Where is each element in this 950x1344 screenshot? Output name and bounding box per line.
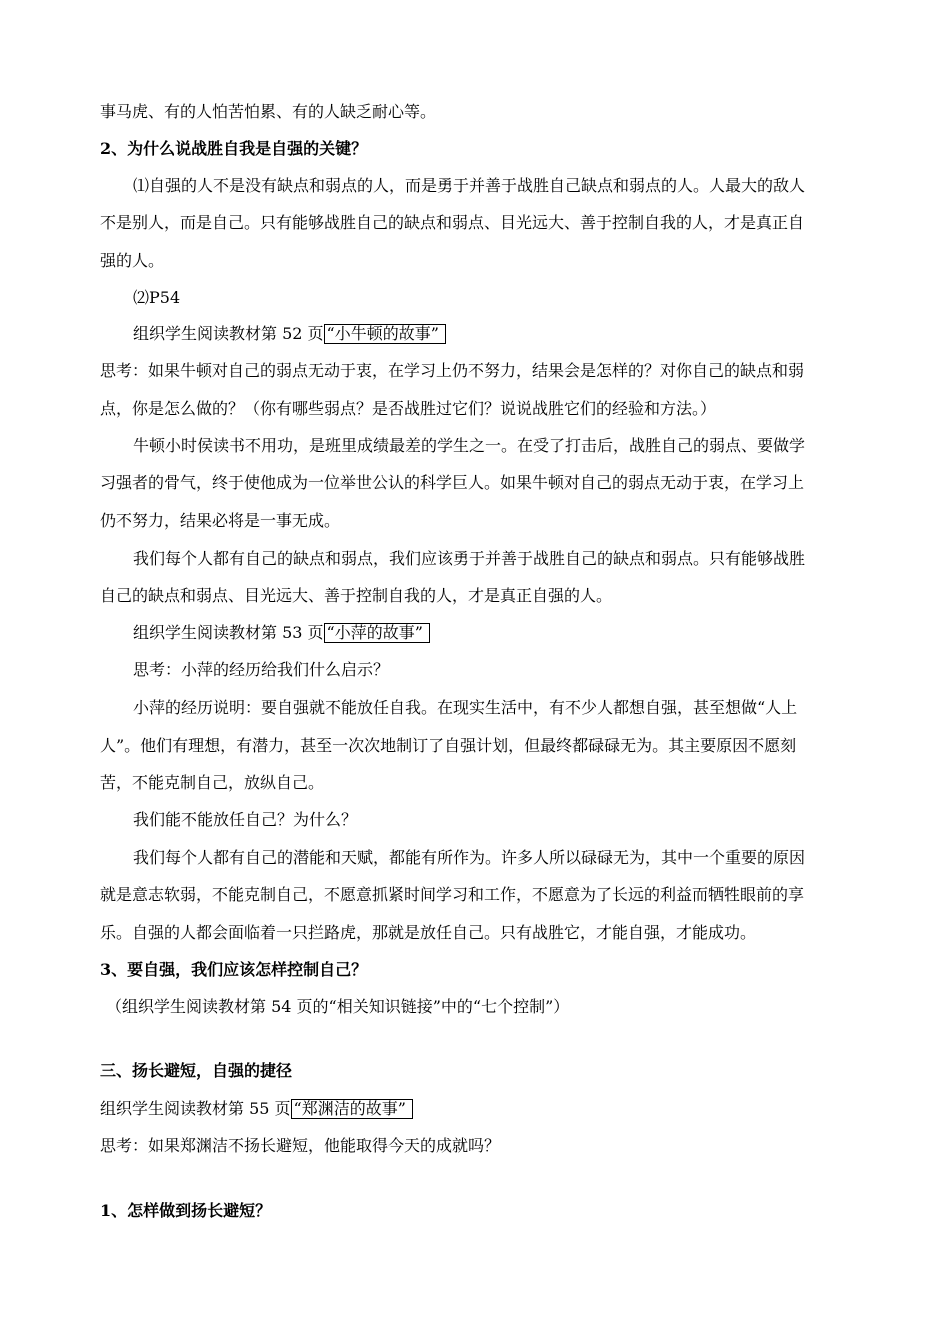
paragraph-3-line-1: 牛顿小时侯读书不用功，是班里成绩最差的学生之一。在受了打击后，战胜自己的弱点、要做学 bbox=[133, 436, 806, 455]
story-title-box-1: “小牛顿的故事” bbox=[324, 324, 446, 344]
paragraph-5-line-2: 人”。他们有理想，有潜力，甚至一次次地制订了自强计划，但最终都碌碌无为。其主要原因不愿刻 bbox=[100, 736, 797, 755]
paragraph-6-line-2: 就是意志软弱，不能克制自己，不愿意抓紧时间学习和工作，不愿意为了长远的利益而牺牲眼前的享 bbox=[100, 885, 805, 904]
note-line: （组织学生阅读教材第 54 页的“相关知识链接”中的“七个控制”） bbox=[106, 997, 570, 1016]
think-1-line-2: 点，你是怎么做的？（你有哪些弱点？是否战胜过它们？说说战胜它们的经验和方法。） bbox=[100, 399, 717, 418]
paragraph-6-line-3: 乐。自强的人都会面临着一只拦路虎，那就是放任自己。只有战胜它，才能自强，才能成功。 bbox=[100, 923, 757, 942]
question-1: 我们能不能放任自己？为什么？ bbox=[133, 810, 358, 829]
paragraph-4-line-1: 我们每个人都有自己的缺点和弱点，我们应该勇于并善于战胜自己的缺点和弱点。只有能够战胜 bbox=[133, 549, 806, 568]
reading-instruction-2 bbox=[133, 622, 893, 644]
heading-4: 1、怎样做到扬长避短？ bbox=[100, 1201, 272, 1220]
paragraph-1-line-3: 强的人。 bbox=[100, 251, 165, 270]
think-1-line-1: 思考：如果牛顿对自己的弱点无动于衷，在学习上仍不努力，结果会是怎样的？对你自己的缺点和弱 bbox=[100, 361, 805, 380]
reading-instruction-3-text: 组织学生阅读教材第 55 页 bbox=[100, 1099, 291, 1118]
think-2: 思考：小萍的经历给我们什么启示？ bbox=[133, 660, 390, 679]
paragraph-4-line-2: 自己的缺点和弱点、目光远大、善于控制自我的人，才是真正自强的人。 bbox=[100, 586, 613, 605]
paragraph-1-line-2: 不是别人，而是自己。只有能够战胜自己的缺点和弱点、目光远大、善于控制自我的人，才是真正自 bbox=[100, 213, 805, 232]
section-3-heading: 三、扬长避短，自强的捷径 bbox=[100, 1061, 293, 1080]
reading-instruction-3 bbox=[100, 1098, 860, 1120]
reading-instruction-1-text: 组织学生阅读教材第 52 页 bbox=[133, 324, 324, 343]
think-3: 思考：如果郑渊洁不扬长避短，他能取得今天的成就吗？ bbox=[100, 1136, 501, 1155]
story-title-box-3: “郑渊洁的故事” bbox=[291, 1099, 413, 1119]
paragraph-1-line-1: ⑴自强的人不是没有缺点和弱点的人，而是勇于并善于战胜自己缺点和弱点的人。人最大的敌人 bbox=[133, 176, 806, 195]
paragraph-5-line-1: 小萍的经历说明：要自强就不能放任自我。在现实生活中，有不少人都想自强，甚至想做“人上 bbox=[133, 698, 798, 717]
reading-instruction-2-text: 组织学生阅读教材第 53 页 bbox=[133, 623, 324, 642]
paragraph-5-line-3: 苦，不能克制自己，放纵自己。 bbox=[100, 773, 325, 792]
heading-2: 2、为什么说战胜自我是自强的关键？ bbox=[100, 139, 368, 158]
paragraph-3-line-3: 仍不努力，结果必将是一事无成。 bbox=[100, 511, 341, 530]
paragraph-continuation: 事马虎、有的人怕苦怕累、有的人缺乏耐心等。 bbox=[100, 102, 437, 121]
paragraph-3-line-2: 习强者的骨气，终于使他成为一位举世公认的科学巨人。如果牛顿对自己的弱点无动于衷，在学习上 bbox=[100, 473, 805, 492]
paragraph-2: ⑵P54 bbox=[133, 288, 181, 307]
paragraph-6-line-1: 我们每个人都有自己的潜能和天赋，都能有所作为。许多人所以碌碌无为，其中一个重要的原因 bbox=[133, 848, 806, 867]
story-title-box-2: “小萍的故事” bbox=[324, 623, 430, 643]
heading-3: 3、要自强，我们应该怎样控制自己？ bbox=[100, 960, 368, 979]
reading-instruction-1 bbox=[133, 323, 893, 345]
